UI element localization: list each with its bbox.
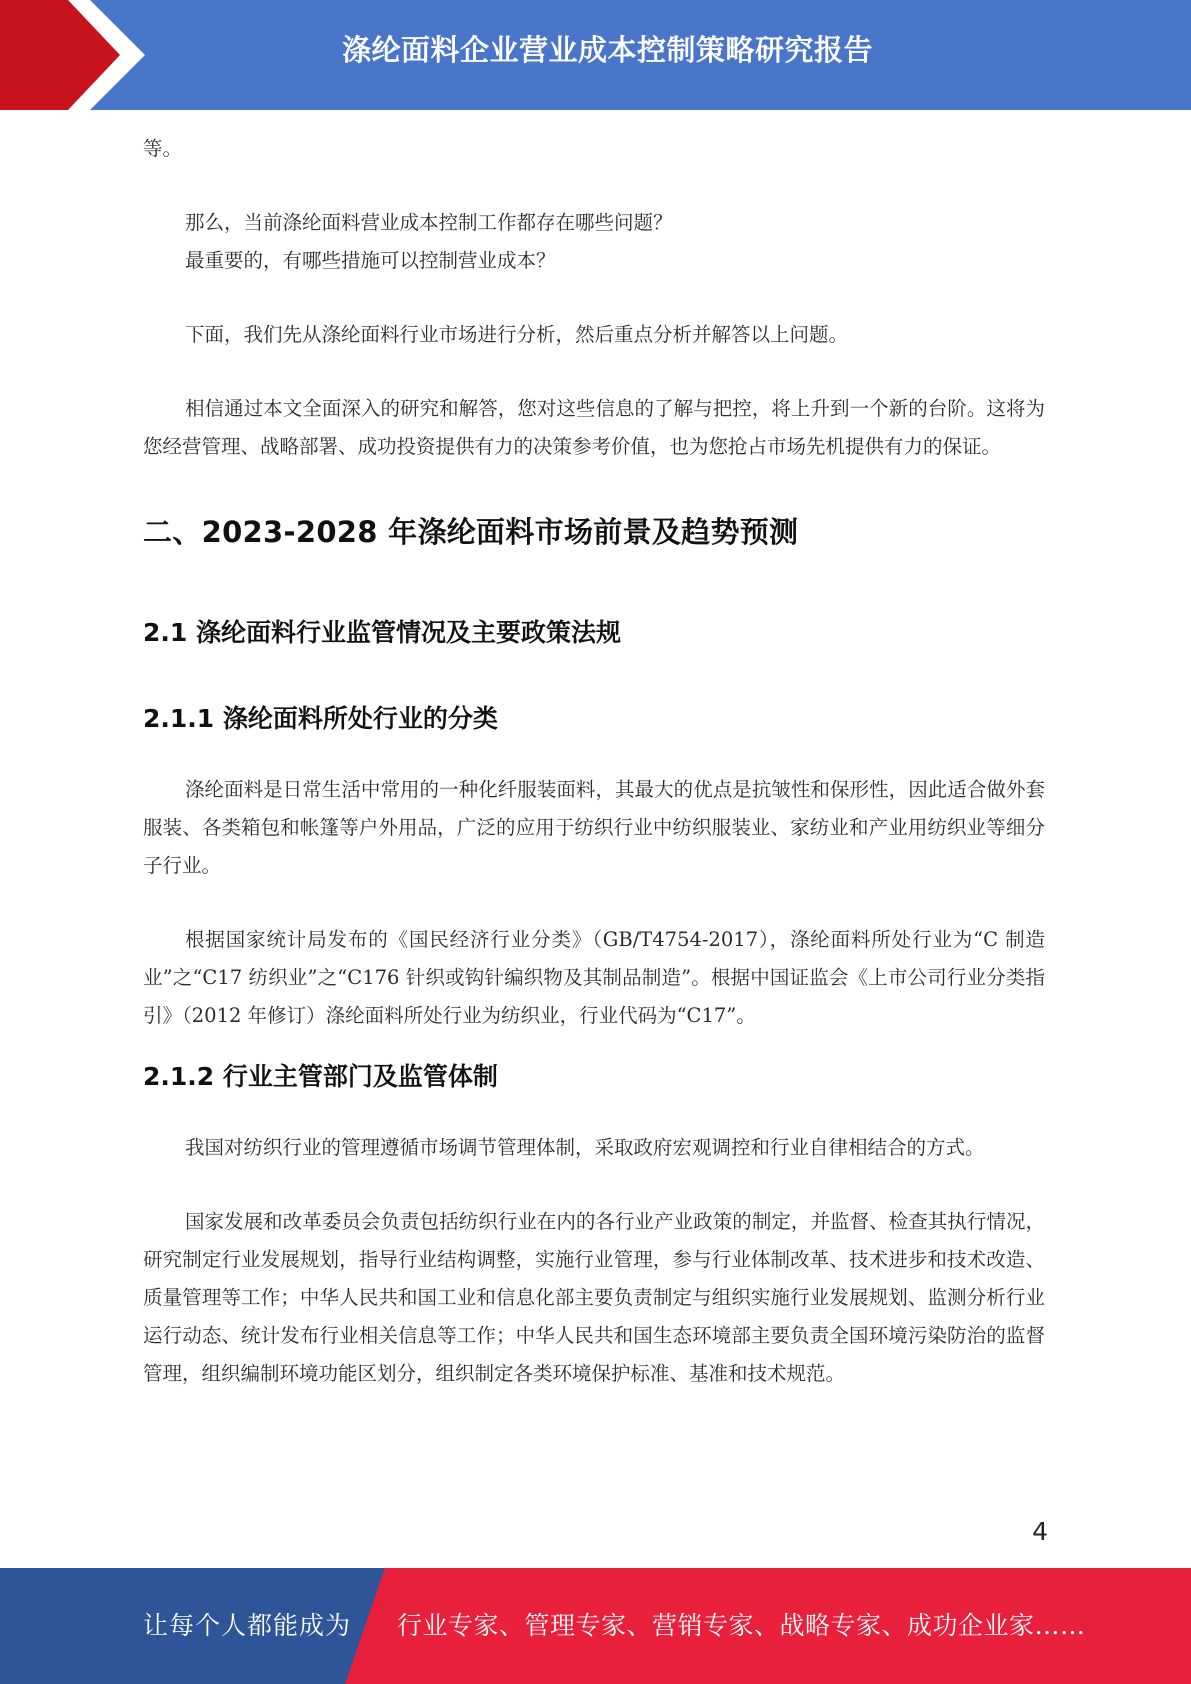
- paragraph-next: 下面，我们先从涤纶面料行业市场进行分析，然后重点分析并解答以上问题。: [185, 323, 849, 346]
- footer-slogan-right: 行业专家、管理专家、营销专家、战略专家、成功企业家……: [397, 1611, 1086, 1640]
- subsubsection-heading-2-1-2: 2.1.2 行业主管部门及监管体制: [143, 1062, 498, 1091]
- paragraph-question-1: 那么，当前涤纶面料营业成本控制工作都存在哪些问题？: [185, 211, 673, 234]
- subsection-heading-2-1: 2.1 涤纶面料行业监管情况及主要政策法规: [143, 618, 621, 647]
- document-body: [143, 130, 1045, 1393]
- footer-banner: [0, 1568, 1191, 1684]
- footer-slogan-left: 让每个人都能成为: [143, 1611, 352, 1640]
- subsubsection-heading-2-1-1: 2.1.1 涤纶面料所处行业的分类: [143, 704, 498, 733]
- paragraph-classification: 涤纶面料是日常生活中常用的一种化纤服装面料，其最大的优点是抗皱性和保形性，因此适合做外套服装、各类箱包和帐篷等户外用品，广泛的应用于纺织行业中纺织服装业、家纺业和产业用纺织业等细分子行业。: [143, 778, 1045, 877]
- paragraph-ndrc: 国家发展和改革委员会负责包括纺织行业在内的各行业产业政策的制定，并监督、检查其执行情况，研究制定行业发展规划，指导行业结构调整，实施行业管理，参与行业体制改革、技术进步和技术改造、质量管理等工作；中华人民共和国工业和信息化部主要负责制定与组织实施行业发展规划、监测分析行业运行动态、统计发布行业相关信息等工作；中华人民共和国生态环境部主要负责全国环境污染防治的监督管理，组织编制环境功能区划分，组织制定各类环境保护标准、基准和技术规范。: [143, 1210, 1045, 1385]
- paragraph-intro-end: 等。: [143, 137, 183, 160]
- section-heading-2: 二、2023-2028 年涤纶面料市场前景及趋势预测: [143, 515, 799, 549]
- page-number: 4: [1032, 1517, 1048, 1546]
- paragraph-believe: 相信通过本文全面深入的研究和解答，您对这些信息的了解与把控，将上升到一个新的台阶。这将为您经营管理、战略部署、成功投资提供有力的决策参考价值，也为您抢占市场先机提供有力的保证。: [143, 397, 1045, 458]
- report-title: 涤纶面料企业营业成本控制策略研究报告: [341, 33, 873, 67]
- header-banner: [0, 0, 1191, 110]
- paragraph-standard: 根据国家统计局发布的《国民经济行业分类》（GB/T4754-2017），涤纶面料所处行业为“C 制造业”之“C17 纺织业”之“C176 针织或钩针编织物及其制品制造”。根据中国证监会《上市公司行业分类指引》（2012 年修订）涤纶面料所处行业为纺织业，行业代码为“C17”。: [143, 928, 1045, 1027]
- paragraph-management: 我国对纺织行业的管理遵循市场调节管理体制，采取政府宏观调控和行业自律相结合的方式。: [185, 1136, 985, 1159]
- paragraph-question-2: 最重要的，有哪些措施可以控制营业成本？: [185, 249, 556, 272]
